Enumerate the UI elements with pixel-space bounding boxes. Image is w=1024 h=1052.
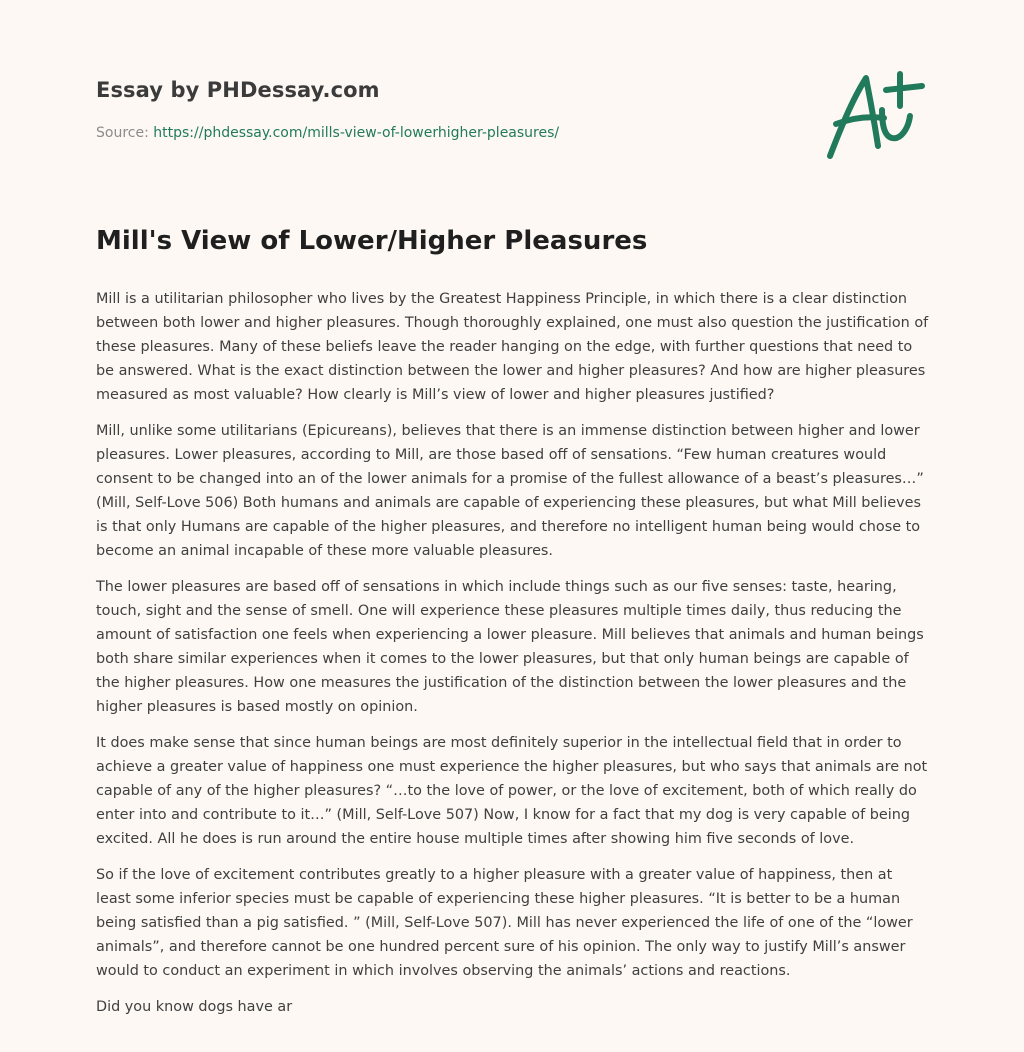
site-brand: Essay by PHDessay.com xyxy=(96,78,380,102)
paragraph: Did you know dogs have ar xyxy=(96,999,293,1015)
paragraph: Mill, unlike some utilitarians (Epicureans), believes that there is an immense distinction between higher and lower pleasures. Lower pleasures, according to Mill, are those based off of sensations. “Few human creatures would consent to be changed into an of the lower animals for a promise of the fullest allowance of a beast’s pleasures…” (Mill, Self-Love 506) Both humans and animals are capable of experiencing these pleasures, but what Mill believes is that only Humans are capable of the higher pleasures, and therefore no intelligent human being would chose to become an animal incapable of these more valuable pleasures. xyxy=(96,423,924,559)
article-body xyxy=(96,287,930,1031)
source-link[interactable]: https://phdessay.com/mills-view-of-lowerhigher-pleasures/ xyxy=(153,125,560,141)
paragraph: The lower pleasures are based off of sensations in which include things such as our five senses: taste, hearing, touch, sight and the sense of smell. One will experience these pleasures multiple times daily, thus reducing the amount of satisfaction one feels when experiencing a lower pleasure. Mill believes that animals and human beings both share similar experiences when it comes to the lower pleasures, but that only human beings are capable of the higher pleasures. How one measures the justification of the distinction between the lower pleasures and the higher pleasures is based mostly on opinion. xyxy=(96,579,924,715)
source-line xyxy=(96,125,559,141)
a-plus-logo-icon xyxy=(826,68,930,164)
paragraph: Mill is a utilitarian philosopher who lives by the Greatest Happiness Principle, in which there is a clear distinction between both lower and higher pleasures. Though thoroughly explained, one must also question the justification of these pleasures. Many of these beliefs leave the reader hanging on the edge, with further questions that need to be answered. What is the exact distinction between the lower and higher pleasures? And how are higher pleasures measured as most valuable? How clearly is Mill’s view of lower and higher pleasures justified? xyxy=(96,291,929,403)
source-label: Source: xyxy=(96,125,149,141)
paragraph: It does make sense that since human beings are most definitely superior in the intellectual field that in order to achieve a greater value of happiness one must experience the higher pleasures, but who says that animals are not capable of any of the higher pleasures? “…to the love of power, or the love of excitement, both of which really do enter into and contribute to it…” (Mill, Self-Love 507) Now, I know for a fact that my dog is very capable of being excited. All he does is run around the entire house multiple times after showing him five seconds of love. xyxy=(96,735,928,847)
paragraph: So if the love of excitement contributes greatly to a higher pleasure with a greater value of happiness, then at least some inferior species must be capable of experiencing these higher pleasures. “It is better to be a human being satisfied than a pig satisfied. ” (Mill, Self-Love 507). Mill has never experienced the life of one of the “lower animals”, and therefore cannot be one hundred percent sure of his opinion. The only way to justify Mill’s answer would to conduct an experiment in which involves observing the animals’ actions and reactions. xyxy=(96,867,913,979)
article-title: Mill's View of Lower/Higher Pleasures xyxy=(96,226,648,256)
